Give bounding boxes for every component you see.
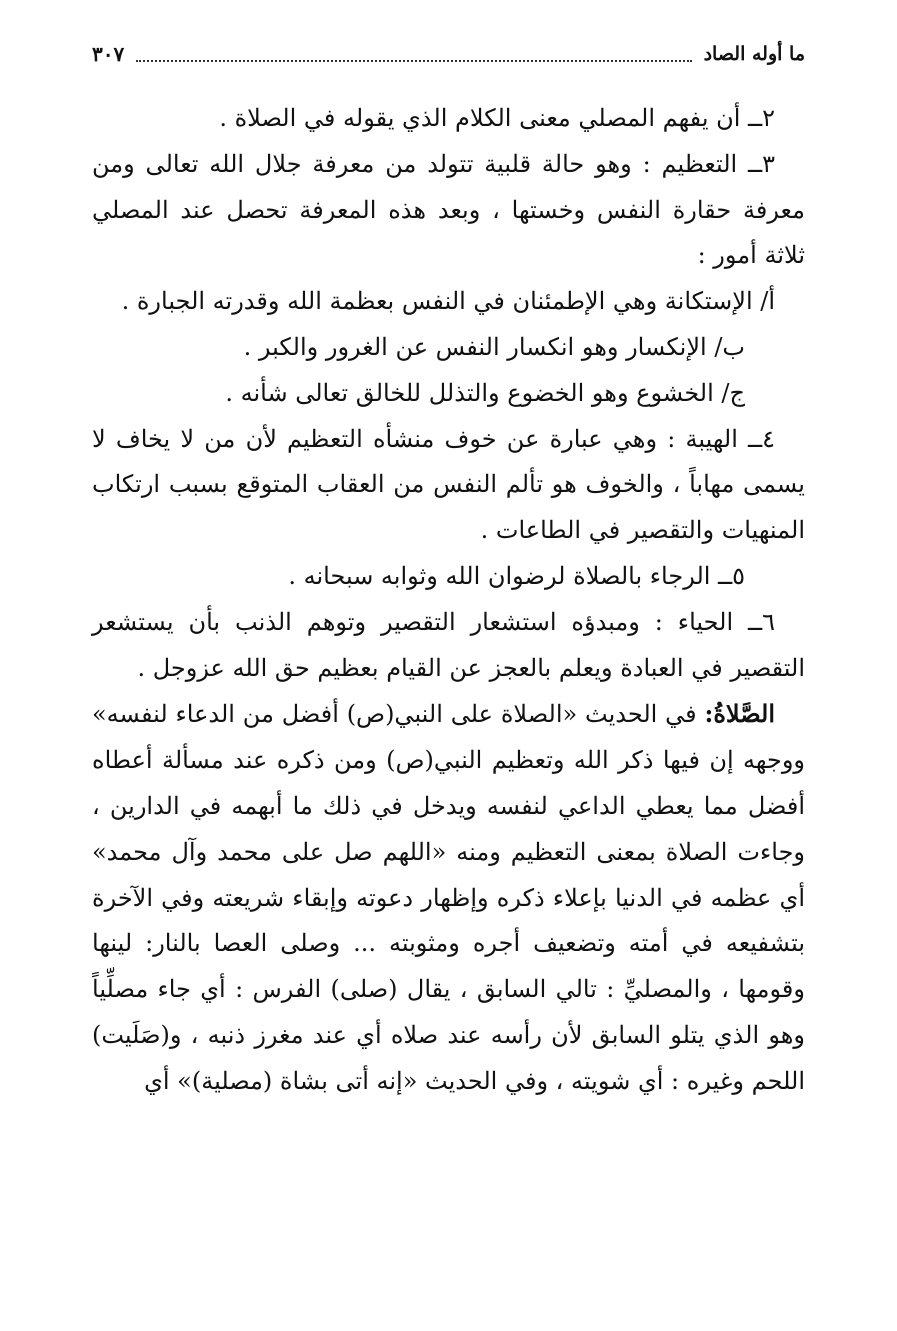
entry-salat	[92, 691, 805, 1104]
paragraph-item-2: ٢ــ أن يفهم المصلي معنى الكلام الذي يقوله في الصلاة .	[219, 104, 775, 132]
body-text	[92, 96, 805, 1105]
entry-text: في الحديث «الصلاة على النبي(ص) أفضل من الدعاء لنفسه» ووجهه إن فيها ذكر الله وتعظيم النبي(ص) ومن ذكره عند مسألة أعطاه أفضل مما يعطي الداعي لنفسه ويدخل في ذلك ما أبهمه في الدارين ، وجاءت الصلاة بمعنى التعظيم ومنه «اللهم صل على محمد وآل محمد» أي عظمه في الدنيا بإعلاء ذكره وإظهار دعوته وإبقاء شريعته وفي الآخرة بتشفيعه في أمته وتضعيف أجره ومثوبته ... وصلى العصا بالنار: لينها وقومها ، والمصليِّ : تالي السابق ، يقال (صلى) الفرس : أي جاء مصلِّياً وهو الذي يتلو السابق لأن رأسه عند صلاه أي عند مغرز ذنبه ، و(صَلَيت) اللحم وغيره : أي شويته ، وفي الحديث «إنه أتى بشاة (مصلية)» أي	[92, 700, 805, 1095]
sub-item-a: أ/ الإستكانة وهي الإطمئنان في النفس بعظمة الله وقدرته الجبارة .	[121, 287, 775, 316]
paragraph-item-4: ٤ــ الهيبة : وهي عبارة عن خوف منشأه التعظيم لأن من لا يخاف لا يسمى مهاباً ، والخوف هو تألم النفس من العقاب المتوقع بسبب ارتكاب المنهيات والتقصير في الطاعات .	[92, 424, 805, 545]
header-title: ما أوله الصاد	[703, 43, 805, 65]
paragraph-item-5: ٥ــ الرجاء بالصلاة لرضوان الله وثوابه سبحانه .	[288, 561, 745, 590]
header-dot-leader	[136, 46, 691, 62]
paragraph-item-6: ٦ــ الحياء : ومبدؤه استشعار التقصير وتوهم الذنب بأن يستشعر التقصير في العبادة ويعلم بالعجز عن القيام بعظيم حق الله عزوجل .	[92, 607, 805, 682]
sub-item-b: ب/ الإنكسار وهو انكسار النفس عن الغرور والكبر .	[243, 332, 745, 361]
page-number: ٣٠٧	[92, 42, 125, 66]
running-header	[92, 38, 805, 70]
sub-item-c: ج/ الخشوع وهو الخضوع والتذلل للخالق تعالى شأنه .	[225, 378, 745, 407]
paragraph-item-3: ٣ــ التعظيم : وهو حالة قلبية تتولد من معرفة جلال الله تعالى ومن معرفة حقارة النفس وخستها ، وبعد هذه المعرفة تحصل عند المصلي ثلاثة أمور :	[92, 149, 805, 270]
entry-term: الصَّلاةُ:	[704, 699, 775, 729]
